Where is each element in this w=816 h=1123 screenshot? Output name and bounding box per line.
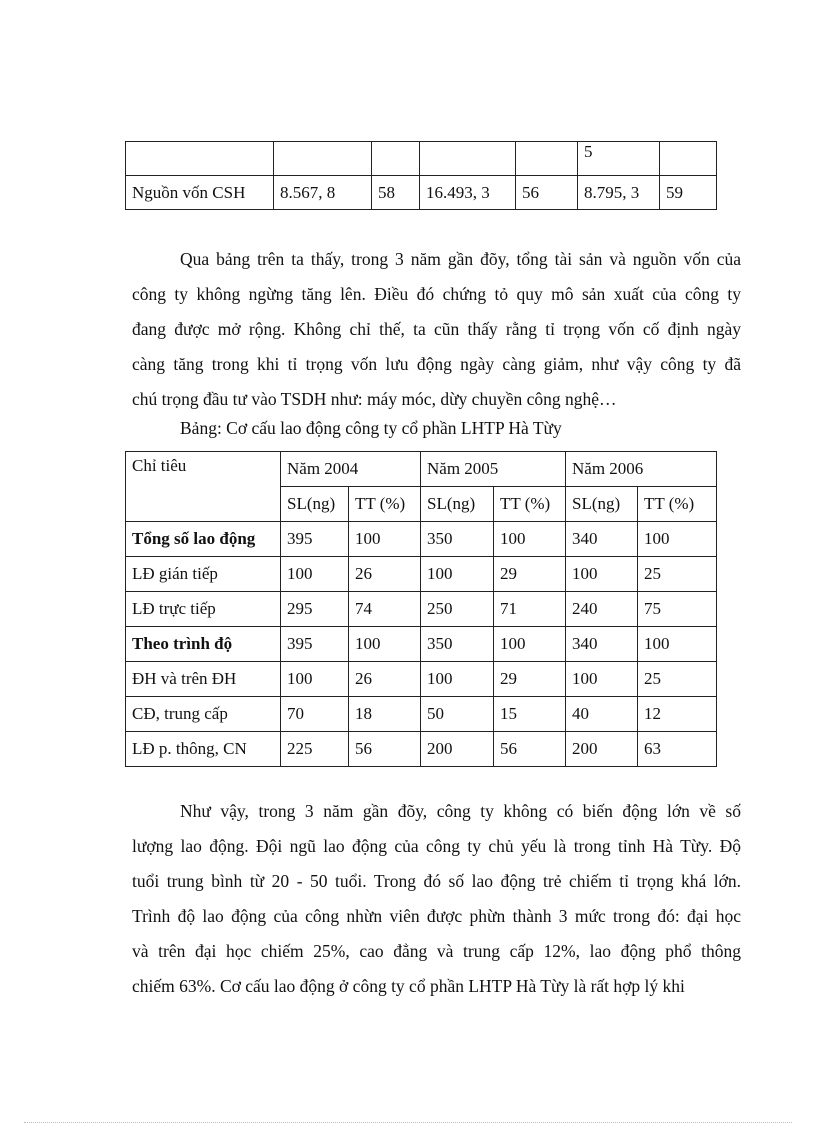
table-cell: 74 bbox=[349, 592, 421, 627]
paragraph-line: tuổi trung bình từ 20 - 50 tuổi. Trong đó số lao động trẻ chiếm tỉ trọng khá lớn. bbox=[132, 871, 741, 891]
table-row bbox=[126, 697, 717, 732]
table-cell: 75 bbox=[638, 592, 717, 627]
table-cell: 100 bbox=[421, 662, 494, 697]
table-cell: 100 bbox=[566, 557, 638, 592]
table-cell: Nguồn vốn CSH bbox=[126, 176, 274, 210]
table-cell: 350 bbox=[421, 627, 494, 662]
row-label: LĐ trực tiếp bbox=[126, 592, 281, 627]
table-cell: 350 bbox=[421, 522, 494, 557]
table-cell: 56 bbox=[349, 732, 421, 767]
capital-table bbox=[125, 141, 717, 210]
paragraph-line: Trình độ lao động của công nhừn viên được phừn thành 3 mức trong đó: đại học bbox=[132, 906, 741, 926]
table-cell: 340 bbox=[566, 627, 638, 662]
subheader-cell: TT (%) bbox=[494, 487, 566, 522]
table-cell: 100 bbox=[281, 557, 349, 592]
paragraph-line: Qua bảng trên ta thấy, trong 3 năm gần đõy, tổng tài sản và nguồn vốn của bbox=[180, 249, 741, 269]
header-year: Năm 2004 bbox=[281, 452, 421, 487]
table-cell: 26 bbox=[349, 557, 421, 592]
table-cell: 395 bbox=[281, 522, 349, 557]
table-cell bbox=[274, 142, 372, 176]
subheader-cell: SL(ng) bbox=[566, 487, 638, 522]
paragraph-line: càng tăng trong khi tỉ trọng vốn lưu động ngày càng giảm, như vậy công ty đã bbox=[132, 354, 741, 374]
table-cell: 250 bbox=[421, 592, 494, 627]
subheader-cell: TT (%) bbox=[349, 487, 421, 522]
table-cell: 200 bbox=[566, 732, 638, 767]
paragraph-labor-analysis bbox=[132, 794, 741, 1004]
table-cell: 25 bbox=[638, 557, 717, 592]
table-row bbox=[126, 522, 717, 557]
row-label: LĐ p. thông, CN bbox=[126, 732, 281, 767]
table-cell: 340 bbox=[566, 522, 638, 557]
table-cell: 100 bbox=[638, 627, 717, 662]
table-cell: 70 bbox=[281, 697, 349, 732]
table-cell: 26 bbox=[349, 662, 421, 697]
table-row bbox=[126, 176, 717, 210]
table-cell: 8.795, 3 bbox=[578, 176, 660, 210]
table-cell: 59 bbox=[660, 176, 717, 210]
subheader-cell: TT (%) bbox=[638, 487, 717, 522]
row-label: CĐ, trung cấp bbox=[126, 697, 281, 732]
table-row bbox=[126, 142, 717, 176]
table-row bbox=[126, 627, 717, 662]
table-row bbox=[126, 662, 717, 697]
table-cell: 16.493, 3 bbox=[420, 176, 516, 210]
table-cell: 240 bbox=[566, 592, 638, 627]
table-cell: 15 bbox=[494, 697, 566, 732]
table-cell: 50 bbox=[421, 697, 494, 732]
table-cell: 100 bbox=[349, 522, 421, 557]
row-label: ĐH và trên ĐH bbox=[126, 662, 281, 697]
paragraph-line: Như vậy, trong 3 năm gần đõy, công ty không có biến động lớn về số bbox=[180, 801, 741, 821]
table-caption: Bảng: Cơ cấu lao động công ty cổ phần LHTP Hà Từy bbox=[180, 418, 562, 438]
row-label: LĐ gián tiếp bbox=[126, 557, 281, 592]
table-row bbox=[126, 732, 717, 767]
table-cell: 395 bbox=[281, 627, 349, 662]
table-header-row bbox=[126, 452, 717, 487]
table-cell: 56 bbox=[494, 732, 566, 767]
table-cell: 12 bbox=[638, 697, 717, 732]
table-cell: 100 bbox=[421, 557, 494, 592]
table-cell bbox=[420, 142, 516, 176]
header-year: Năm 2006 bbox=[566, 452, 717, 487]
table-cell bbox=[660, 142, 717, 176]
table-row bbox=[126, 592, 717, 627]
subheader-cell: SL(ng) bbox=[421, 487, 494, 522]
table-cell: 100 bbox=[566, 662, 638, 697]
table-cell: 8.567, 8 bbox=[274, 176, 372, 210]
table-row bbox=[126, 557, 717, 592]
table-cell: 200 bbox=[421, 732, 494, 767]
table-cell: 40 bbox=[566, 697, 638, 732]
paragraph-asset-analysis bbox=[132, 242, 741, 417]
table-cell: 5 bbox=[578, 142, 660, 176]
table-cell: 71 bbox=[494, 592, 566, 627]
table-cell bbox=[372, 142, 420, 176]
paragraph-line: chiếm 63%. Cơ cấu lao động ở công ty cổ phần LHTP Hà Từy là rất hợp lý khi bbox=[132, 976, 685, 996]
paragraph-line: chú trọng đầu tư vào TSDH như: máy móc, dừy chuyền công nghệ… bbox=[132, 389, 617, 409]
table-cell bbox=[516, 142, 578, 176]
table-cell: 100 bbox=[638, 522, 717, 557]
subheader-cell: SL(ng) bbox=[281, 487, 349, 522]
table-cell: 100 bbox=[349, 627, 421, 662]
table-cell: 56 bbox=[516, 176, 578, 210]
row-label: Theo trình độ bbox=[126, 627, 281, 662]
table-cell: 29 bbox=[494, 557, 566, 592]
row-label: Tổng số lao động bbox=[126, 522, 281, 557]
table-cell: 100 bbox=[494, 522, 566, 557]
table-cell: 225 bbox=[281, 732, 349, 767]
paragraph-line: lượng lao động. Đội ngũ lao động của công ty chủ yếu là trong tỉnh Hà Từy. Độ bbox=[132, 836, 741, 856]
header-criteria: Chỉ tiêu bbox=[126, 452, 281, 522]
table-cell: 25 bbox=[638, 662, 717, 697]
table-cell: 100 bbox=[281, 662, 349, 697]
paragraph-line: đang được mở rộng. Không chỉ thế, ta cũn thấy rằng tỉ trọng vốn cố định ngày bbox=[132, 319, 741, 339]
table-cell: 58 bbox=[372, 176, 420, 210]
table-cell: 18 bbox=[349, 697, 421, 732]
table-cell: 63 bbox=[638, 732, 717, 767]
labor-structure-table bbox=[125, 451, 717, 767]
table-cell: 100 bbox=[494, 627, 566, 662]
header-year: Năm 2005 bbox=[421, 452, 566, 487]
table-cell: 29 bbox=[494, 662, 566, 697]
table-cell: 295 bbox=[281, 592, 349, 627]
table-cell bbox=[126, 142, 274, 176]
paragraph-line: công ty không ngừng tăng lên. Điều đó chứng tỏ quy mô sản xuất của công ty bbox=[132, 284, 741, 304]
paragraph-line: và trên đại học chiếm 25%, cao đẳng và trung cấp 12%, lao động phổ thông bbox=[132, 941, 741, 961]
